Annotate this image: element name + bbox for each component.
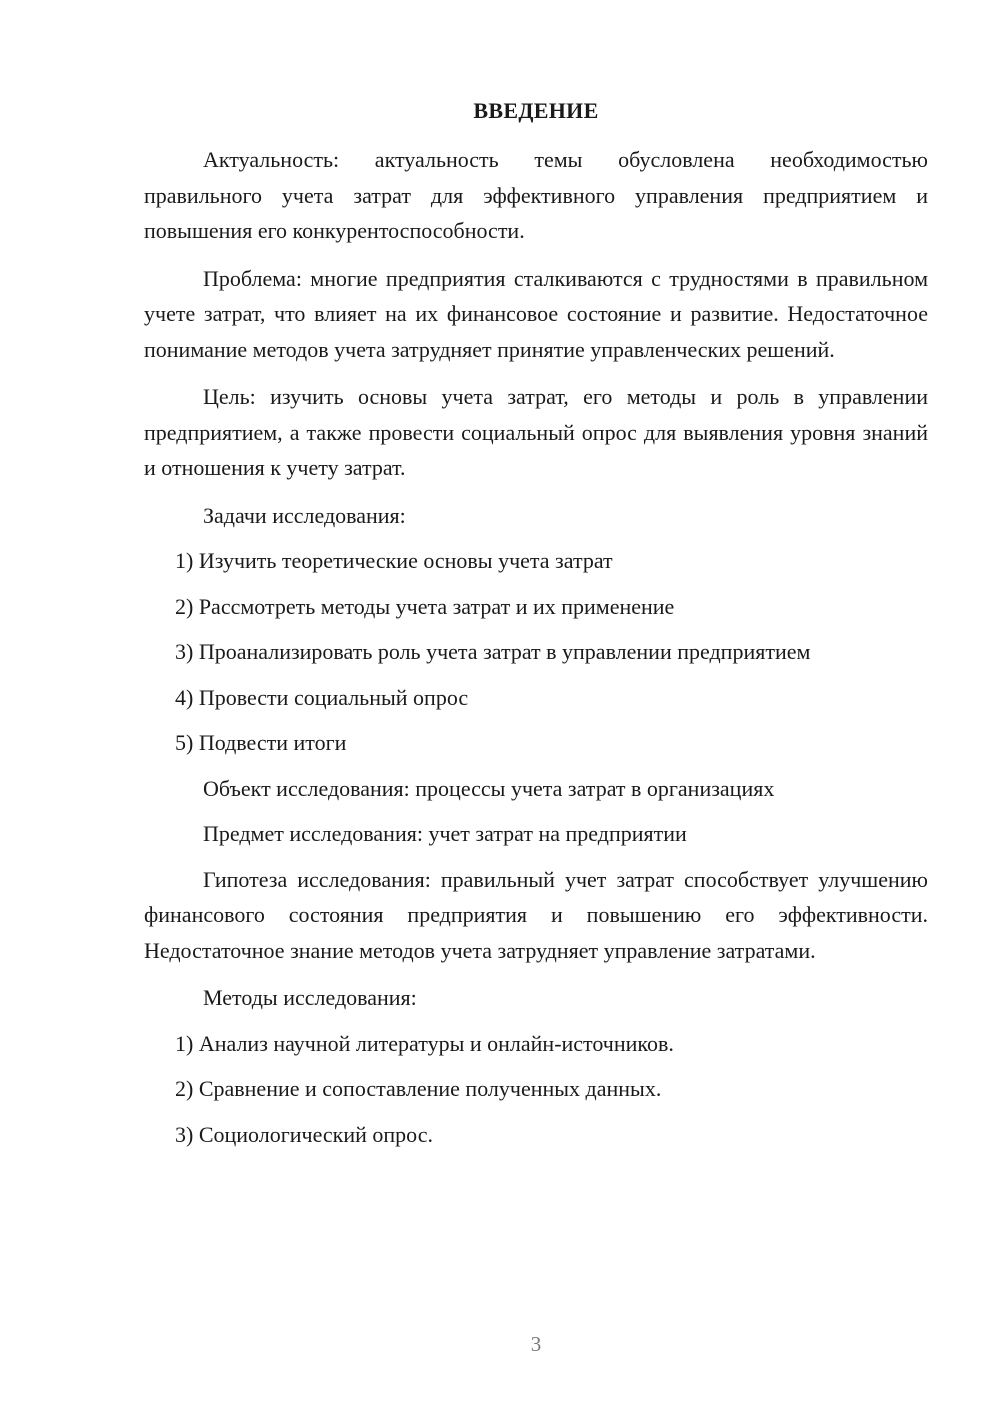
page-title: ВВЕДЕНИЕ	[473, 98, 599, 123]
list-item: 4) Провести социальный опрос	[175, 684, 469, 710]
list-item: 1) Изучить теоретические основы учета затрат	[175, 548, 613, 573]
paragraph-relevance: Актуальность: актуальность темы обусловлена необходимостью правильного учета затрат для эффективного управления предприятием и повышения его конкурентоспособности.	[144, 147, 928, 243]
methods-heading: Методы исследования:	[203, 985, 417, 1010]
list-item: 1) Анализ научной литературы и онлайн-источников.	[175, 1030, 674, 1056]
paragraph-hypothesis: Гипотеза исследования: правильный учет затрат способствует улучшению финансового состояния предприятия и повышению его эффективности. Недостаточное знание методов учета затрудняет управление затратами.	[144, 866, 928, 963]
tasks-list	[144, 543, 928, 761]
tasks-heading: Задачи исследования:	[203, 502, 406, 528]
list-item: 5) Подвести итоги	[175, 730, 347, 755]
list-item: 3) Социологический опрос.	[175, 1121, 433, 1147]
list-item: 2) Сравнение и сопоставление полученных данных.	[175, 1076, 662, 1101]
list-item: 3) Проанализировать роль учета затрат в управлении предприятием	[175, 639, 811, 664]
methods-list	[144, 1026, 928, 1153]
page-number: 3	[530, 1332, 542, 1356]
document-body	[144, 142, 928, 1162]
document-page	[144, 0, 928, 1414]
list-item: 2) Рассмотреть методы учета затрат и их применение	[175, 593, 675, 619]
paragraph-goal: Цель: изучить основы учета затрат, его методы и роль в управлении предприятием, а также провести социальный опрос для выявления уровня знаний и отношения к учету затрат.	[144, 384, 928, 480]
paragraph-subject: Предмет исследования: учет затрат на предприятии	[203, 821, 687, 846]
paragraph-problem: Проблема: многие предприятия сталкиваются с трудностями в правильном учете затрат, что влияет на их финансовое состояние и развитие. Недостаточное понимание методов учета затрудняет принятие управленческих решений.	[144, 265, 928, 362]
paragraph-object: Объект исследования: процессы учета затрат в организациях	[203, 775, 775, 801]
